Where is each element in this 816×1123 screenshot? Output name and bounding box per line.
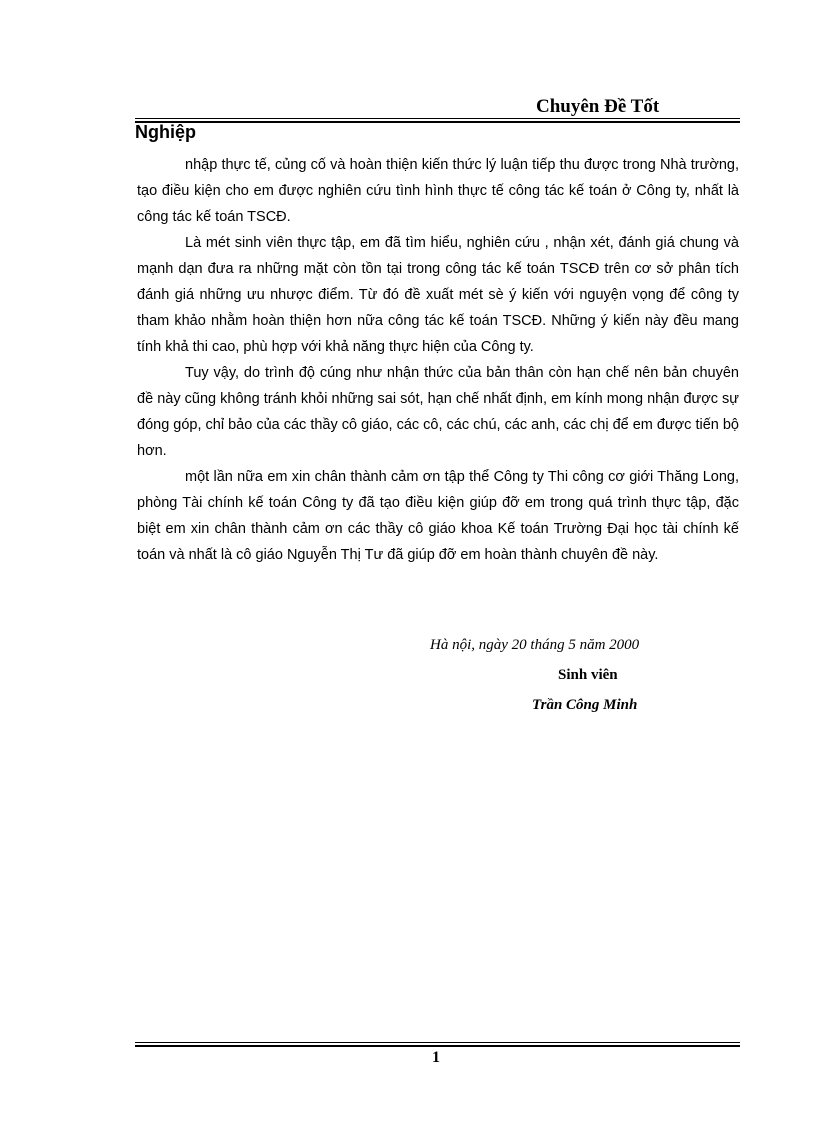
paragraph-1: nhập thực tế, củng cố và hoàn thiện kiến thức lý luận tiếp thu được trong Nhà trường, tạo điều kiện cho em được nghiên cứu tình hình thực tế công tác kế toán ở Công ty, nhất là công tác kế toán TSCĐ.: [137, 157, 739, 225]
footer-rule: [135, 1042, 740, 1047]
paragraph-3: Tuy vậy, do trình độ cúng như nhận thức của bản thân còn hạn chế nên bản chuyên đề này cũng không tránh khỏi những sai sót, hạn chế nhất định, em kính mong nhận được sự đóng góp, chỉ bảo của các thầy cô giáo, các cô, các chú, các anh, các chị để em được tiến bộ hơn.: [137, 365, 739, 459]
signature-place-date: Hà nội, ngày 20 tháng 5 năm 2000: [430, 637, 640, 653]
signature-role: Sinh viên: [558, 667, 618, 683]
paragraph-2: Là mét sinh viên thực tập, em đã tìm hiểu, nghiên cứu , nhận xét, đánh giá chung và mạnh dạn đưa ra những mặt còn tồn tại trong công tác kế toán TSCĐ trên cơ sở phân tích đánh giá những ưu nhược điểm. Từ đó đề xuất mét sè ý kiến với nguyện vọng để công ty tham khảo nhằm hoàn thiện hơn nữa công tác kế toán TSCĐ. Những ý kiến này đều mang tính khả thi cao, phù hợp với khả năng thực hiện của Công ty.: [137, 235, 739, 355]
header-subtitle: Nghiệp: [135, 122, 196, 142]
header-title: Chuyên Đề Tốt: [536, 96, 660, 117]
signature-name: Trần Công Minh: [532, 697, 638, 713]
header-rule: [135, 118, 740, 123]
paragraph-4: một lần nữa em xin chân thành cảm ơn tập thể Công ty Thi công cơ giới Thăng Long, phòng Tài chính kế toán Công ty đã tạo điều kiện giúp đỡ em trong quá trình thực tập, đặc biệt em xin chân thành cảm ơn các thầy cô giáo khoa Kế toán Trường Đại học tài chính kế toán và nhất là cô giáo Nguyễn Thị Tư đã giúp đỡ em hoàn thành chuyên đề này.: [137, 469, 739, 563]
body-text: [137, 152, 739, 568]
page-number: 1: [432, 1049, 440, 1066]
